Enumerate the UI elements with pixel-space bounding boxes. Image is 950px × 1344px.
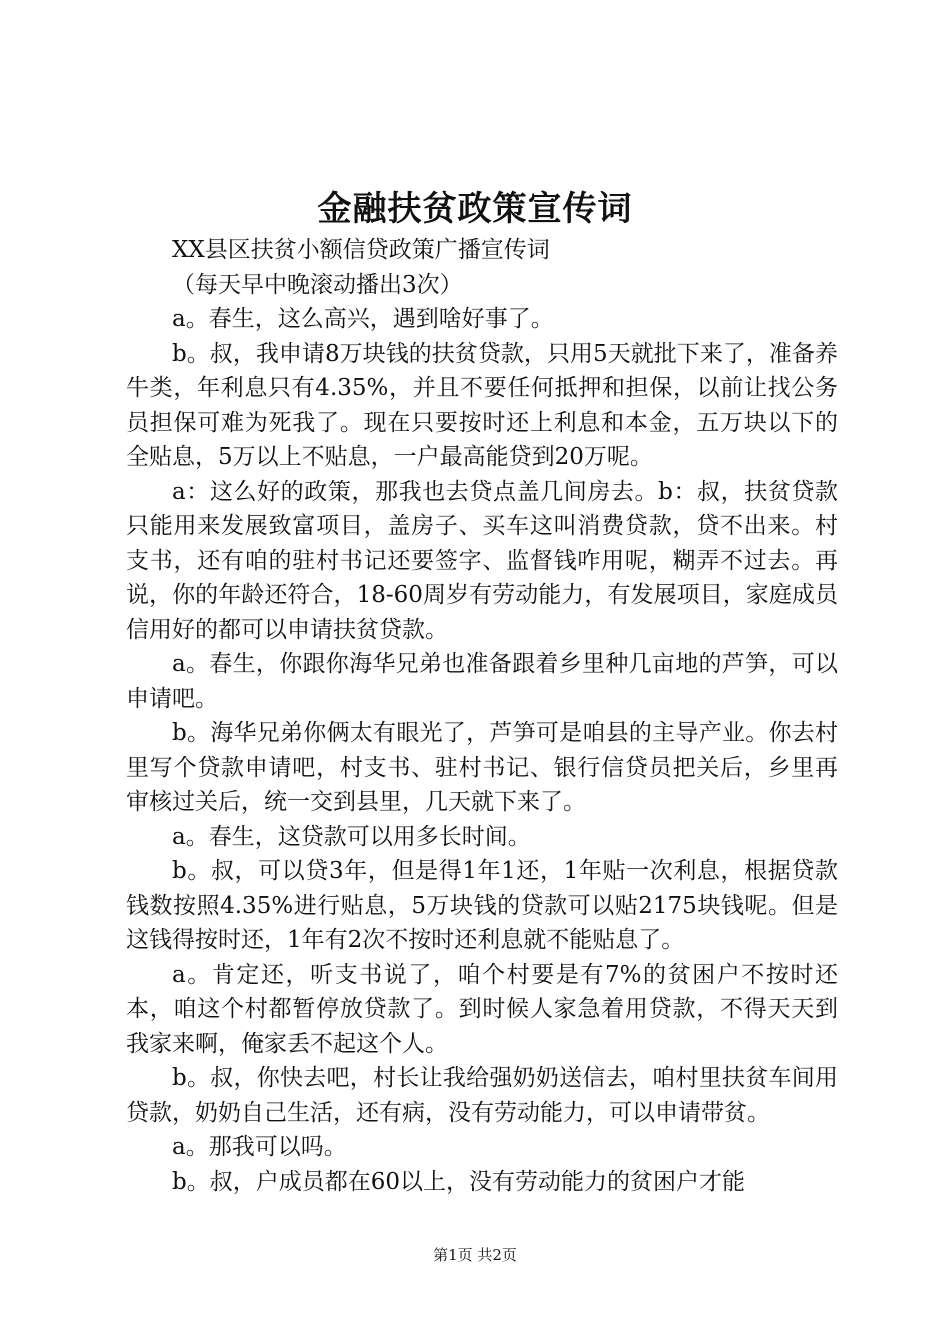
- dialogue-paragraph: b。叔，户成员都在60以上，没有劳动能力的贫困户才能: [172, 1168, 745, 1195]
- dialogue-paragraph: b。海华兄弟你俩太有眼光了，芦笋可是咱县的主导产业。你去村里写个贷款申请吧，村支书、驻村书记、银行信贷员把关后，乡里再审核过关后，统一交到县里，几天就下来了。: [126, 720, 838, 815]
- dialogue-paragraph: a：这么好的政策，那我也去贷点盖几间房去。b：叔，扶贫贷款只能用来发展致富项目，盖房子、买车这叫消费贷款，贷不出来。村支书，还有咱的驻村书记还要签字、监督钱咋用呢，糊弄不过去。再说，你的年龄还符合，18-60周岁有劳动能力，有发展项目，家庭成员信用好的都可以申请扶贫贷款。: [126, 478, 838, 643]
- document-body: [126, 233, 838, 1199]
- document-title: 金融扶贫政策宣传词: [317, 189, 633, 229]
- dialogue-paragraph: b。叔，我申请8万块钱的扶贫贷款，只用5天就批下来了，准备养牛类，年利息只有4.35%，并且不要任何抵押和担保，以前让找公务员担保可难为死我了。现在只要按时还上利息和本金，五万块以下的全贴息，5万以上不贴息，一户最高能贷到20万呢。: [126, 340, 838, 470]
- dialogue-paragraph: a。春生，你跟你海华兄弟也准备跟着乡里种几亩地的芦笋，可以申请吧。: [126, 651, 838, 712]
- dialogue-paragraph: a。那我可以吗。: [172, 1134, 347, 1160]
- dialogue-paragraph: a。春生，这么高兴，遇到啥好事了。: [172, 306, 554, 332]
- broadcast-note: （每天早中晚滚动播出3次）: [172, 271, 463, 298]
- dialogue-paragraph: a。春生，这贷款可以用多长时间。: [172, 823, 531, 850]
- dialogue-paragraph: b。叔，可以贷3年，但是得1年1还，1年贴一次利息，根据贷款钱数按照4.35%进行贴息，5万块钱的贷款可以贴2175块钱呢。但是这钱得按时还，1年有2次不按时还利息就不能贴息了。: [126, 858, 838, 953]
- subtitle-line: XX县区扶贫小额信贷政策广播宣传词: [172, 237, 550, 263]
- page-number-footer: 第1页 共2页: [433, 1246, 517, 1264]
- dialogue-paragraph: b。叔，你快去吧，村长让我给强奶奶送信去，咱村里扶贫车间用贷款，奶奶自己生活，还有病，没有劳动能力，可以申请带贫。: [126, 1065, 838, 1126]
- dialogue-paragraph: a。肯定还，听支书说了，咱个村要是有7%的贫困户不按时还本，咱这个村都暂停放贷款了。到时候人家急着用贷款，不得天天到我家来啊，俺家丢不起这个人。: [126, 961, 838, 1057]
